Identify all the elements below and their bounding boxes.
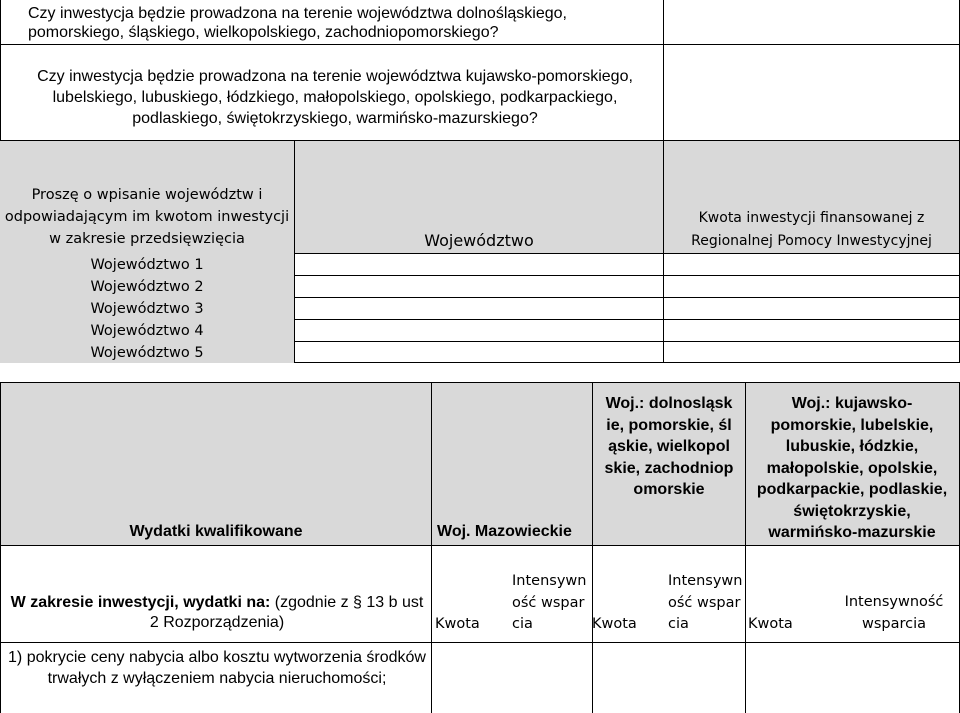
intensity-input[interactable]: [668, 643, 745, 713]
voivodeship-input[interactable]: [295, 320, 663, 341]
group-b-header: Woj.: kujawsko-pomorskie, lubelskie, lubuskie, łódzkie, małopolskie, opolskie, podkarpackie, podlaskie, świętokrzyskie, warmińsko-mazurskie: [756, 395, 948, 541]
eligible-expenses-header: Wydatki kwalifikowane: [129, 523, 303, 540]
voivodeship-input[interactable]: [295, 342, 663, 363]
amount-header: Kwota: [435, 616, 480, 632]
amount-column-header: Kwota inwestycji finansowanej z Regionalnej Pomocy Inwestycyjnej: [691, 210, 932, 249]
intensity-header: Intensywność wsparcia: [844, 594, 944, 632]
amount-input[interactable]: [664, 298, 959, 319]
expenses-subheader-bold: W zakresie inwestycji, wydatki na:: [10, 594, 271, 611]
voivodeship-input[interactable]: [295, 254, 663, 275]
amount-input[interactable]: [664, 342, 959, 362]
voivodeship-input[interactable]: [295, 276, 663, 297]
amount-input[interactable]: [664, 320, 959, 341]
expenses-subheader-rest: (zgodnie z § 13 b ust 2 Rozporządzenia): [149, 594, 424, 631]
voivodeship-column-header: Województwo: [424, 231, 534, 250]
amount-header: Kwota: [748, 616, 793, 632]
expense-item-1: 1) pokrycie ceny nabycia albo kosztu wytworzenia środków trwałych z wyłączeniem nabycia nieruchomości;: [8, 649, 426, 687]
intensity-header: Intensywność wsparcia: [668, 573, 743, 632]
voivodeship-row-label: Województwo 5: [90, 345, 204, 361]
amount-input[interactable]: [664, 254, 959, 275]
amount-input[interactable]: [432, 643, 510, 713]
voivodeship-instruction: Proszę o wpisanie województw i odpowiadającym im kwotom inwestycji w zakresie przedsięwzięcia: [4, 187, 290, 247]
amount-input[interactable]: [593, 643, 668, 713]
expenses-subheader: [6, 593, 428, 633]
group-a-header: Woj.: dolnosląskie, pomorskie, śląskie, wielkopolskie, zachodniopomorskie: [604, 395, 734, 498]
intensity-input[interactable]: [511, 643, 592, 713]
intensity-header: Intensywność wsparcia: [512, 573, 587, 632]
voivodeship-input[interactable]: [295, 298, 663, 319]
voivodeship-row-label: Województwo 4: [90, 323, 204, 339]
question-dolnoslaskie: Czy inwestycja będzie prowadzona na terenie województwa dolnośląskiego, pomorskiego, śląskiego, wielkopolskiego, zachodniopomorskiego?: [28, 5, 567, 41]
mazowieckie-header: Woj. Mazowieckie: [437, 523, 572, 540]
voivodeship-row-label: Województwo 2: [90, 279, 204, 295]
answer-cell-b[interactable]: [664, 45, 959, 140]
amount-header: Kwota: [592, 616, 637, 632]
voivodeship-row-label: Województwo 1: [90, 257, 204, 273]
amount-input[interactable]: [746, 643, 826, 713]
voivodeship-row-label: Województwo 3: [90, 301, 204, 317]
amount-input[interactable]: [664, 276, 959, 297]
question-kujawsko-pomorskie: Czy inwestycja będzie prowadzona na terenie województwa kujawsko-pomorskiego, lubelskiego, lubuskiego, łódzkiego, małopolskiego, opolskiego, podkarpackiego, podlaskiego, świętokrzyskiego, warmińsko-mazurskiego?: [37, 68, 633, 127]
intensity-input[interactable]: [827, 643, 959, 713]
answer-cell-a[interactable]: [664, 0, 959, 44]
